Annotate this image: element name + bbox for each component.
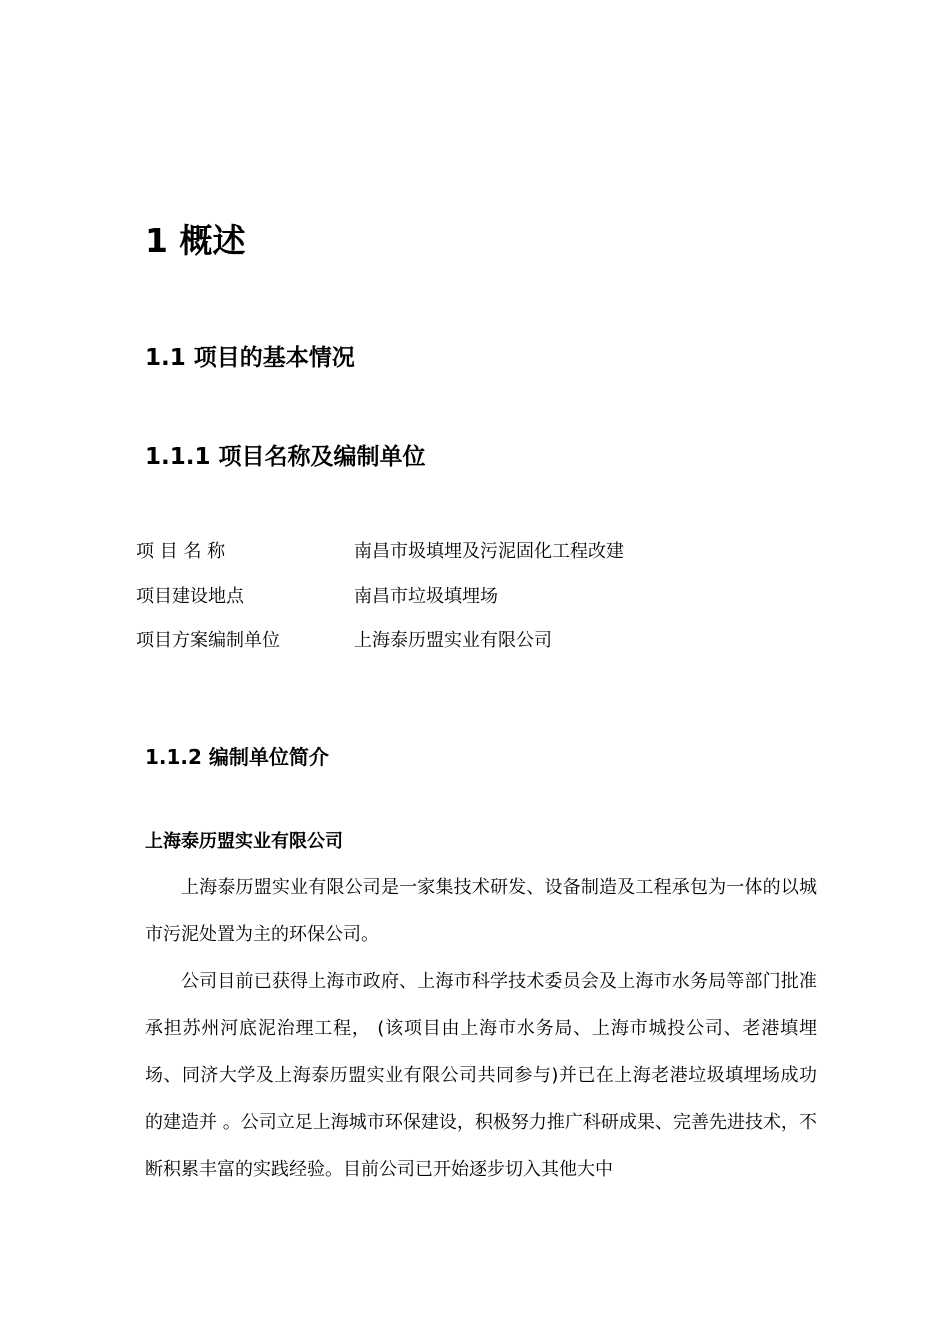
subsection-heading-unit-intro: 1.1.2 编制单位简介 — [145, 745, 329, 769]
info-label: 项 目 名 称 — [136, 541, 226, 562]
chapter-heading: 1 概述 — [145, 221, 246, 260]
info-value: 上海泰历盟实业有限公司 — [354, 630, 552, 651]
info-label: 项目方案编制单位 — [136, 630, 280, 651]
info-value: 南昌市圾填埋及污泥固化工程改建 — [354, 541, 624, 562]
info-value: 南昌市垃圾填埋场 — [354, 586, 498, 607]
subsection-heading-name-unit: 1.1.1 项目名称及编制单位 — [145, 444, 426, 470]
paragraph-company-projects: 公司目前已获得上海市政府、上海市科学技术委员会及上海市水务局等部门批准承担苏州河底泥治理工程， (该项目由上海市水务局、上海市城投公司、老港填埋场、同济大学及上海泰历盟实业有限公司共同参与)并已在上海老港垃圾填埋场成功的建造并 。公司立足上海城市环保建设，积极努力推广科研成果、完善先进技术，不断积累丰富的实践经验。目前公司已开始逐步切入其他大中 — [145, 971, 817, 1180]
paragraph-company-intro: 上海泰历盟实业有限公司是一家集技术研发、设备制造及工程承包为一体的以城市污泥处置为主的环保公司。 — [145, 877, 817, 945]
company-name: 上海泰历盟实业有限公司 — [145, 831, 343, 852]
section-heading: 1.1 项目的基本情况 — [145, 345, 355, 371]
info-label: 项目建设地点 — [136, 586, 244, 607]
